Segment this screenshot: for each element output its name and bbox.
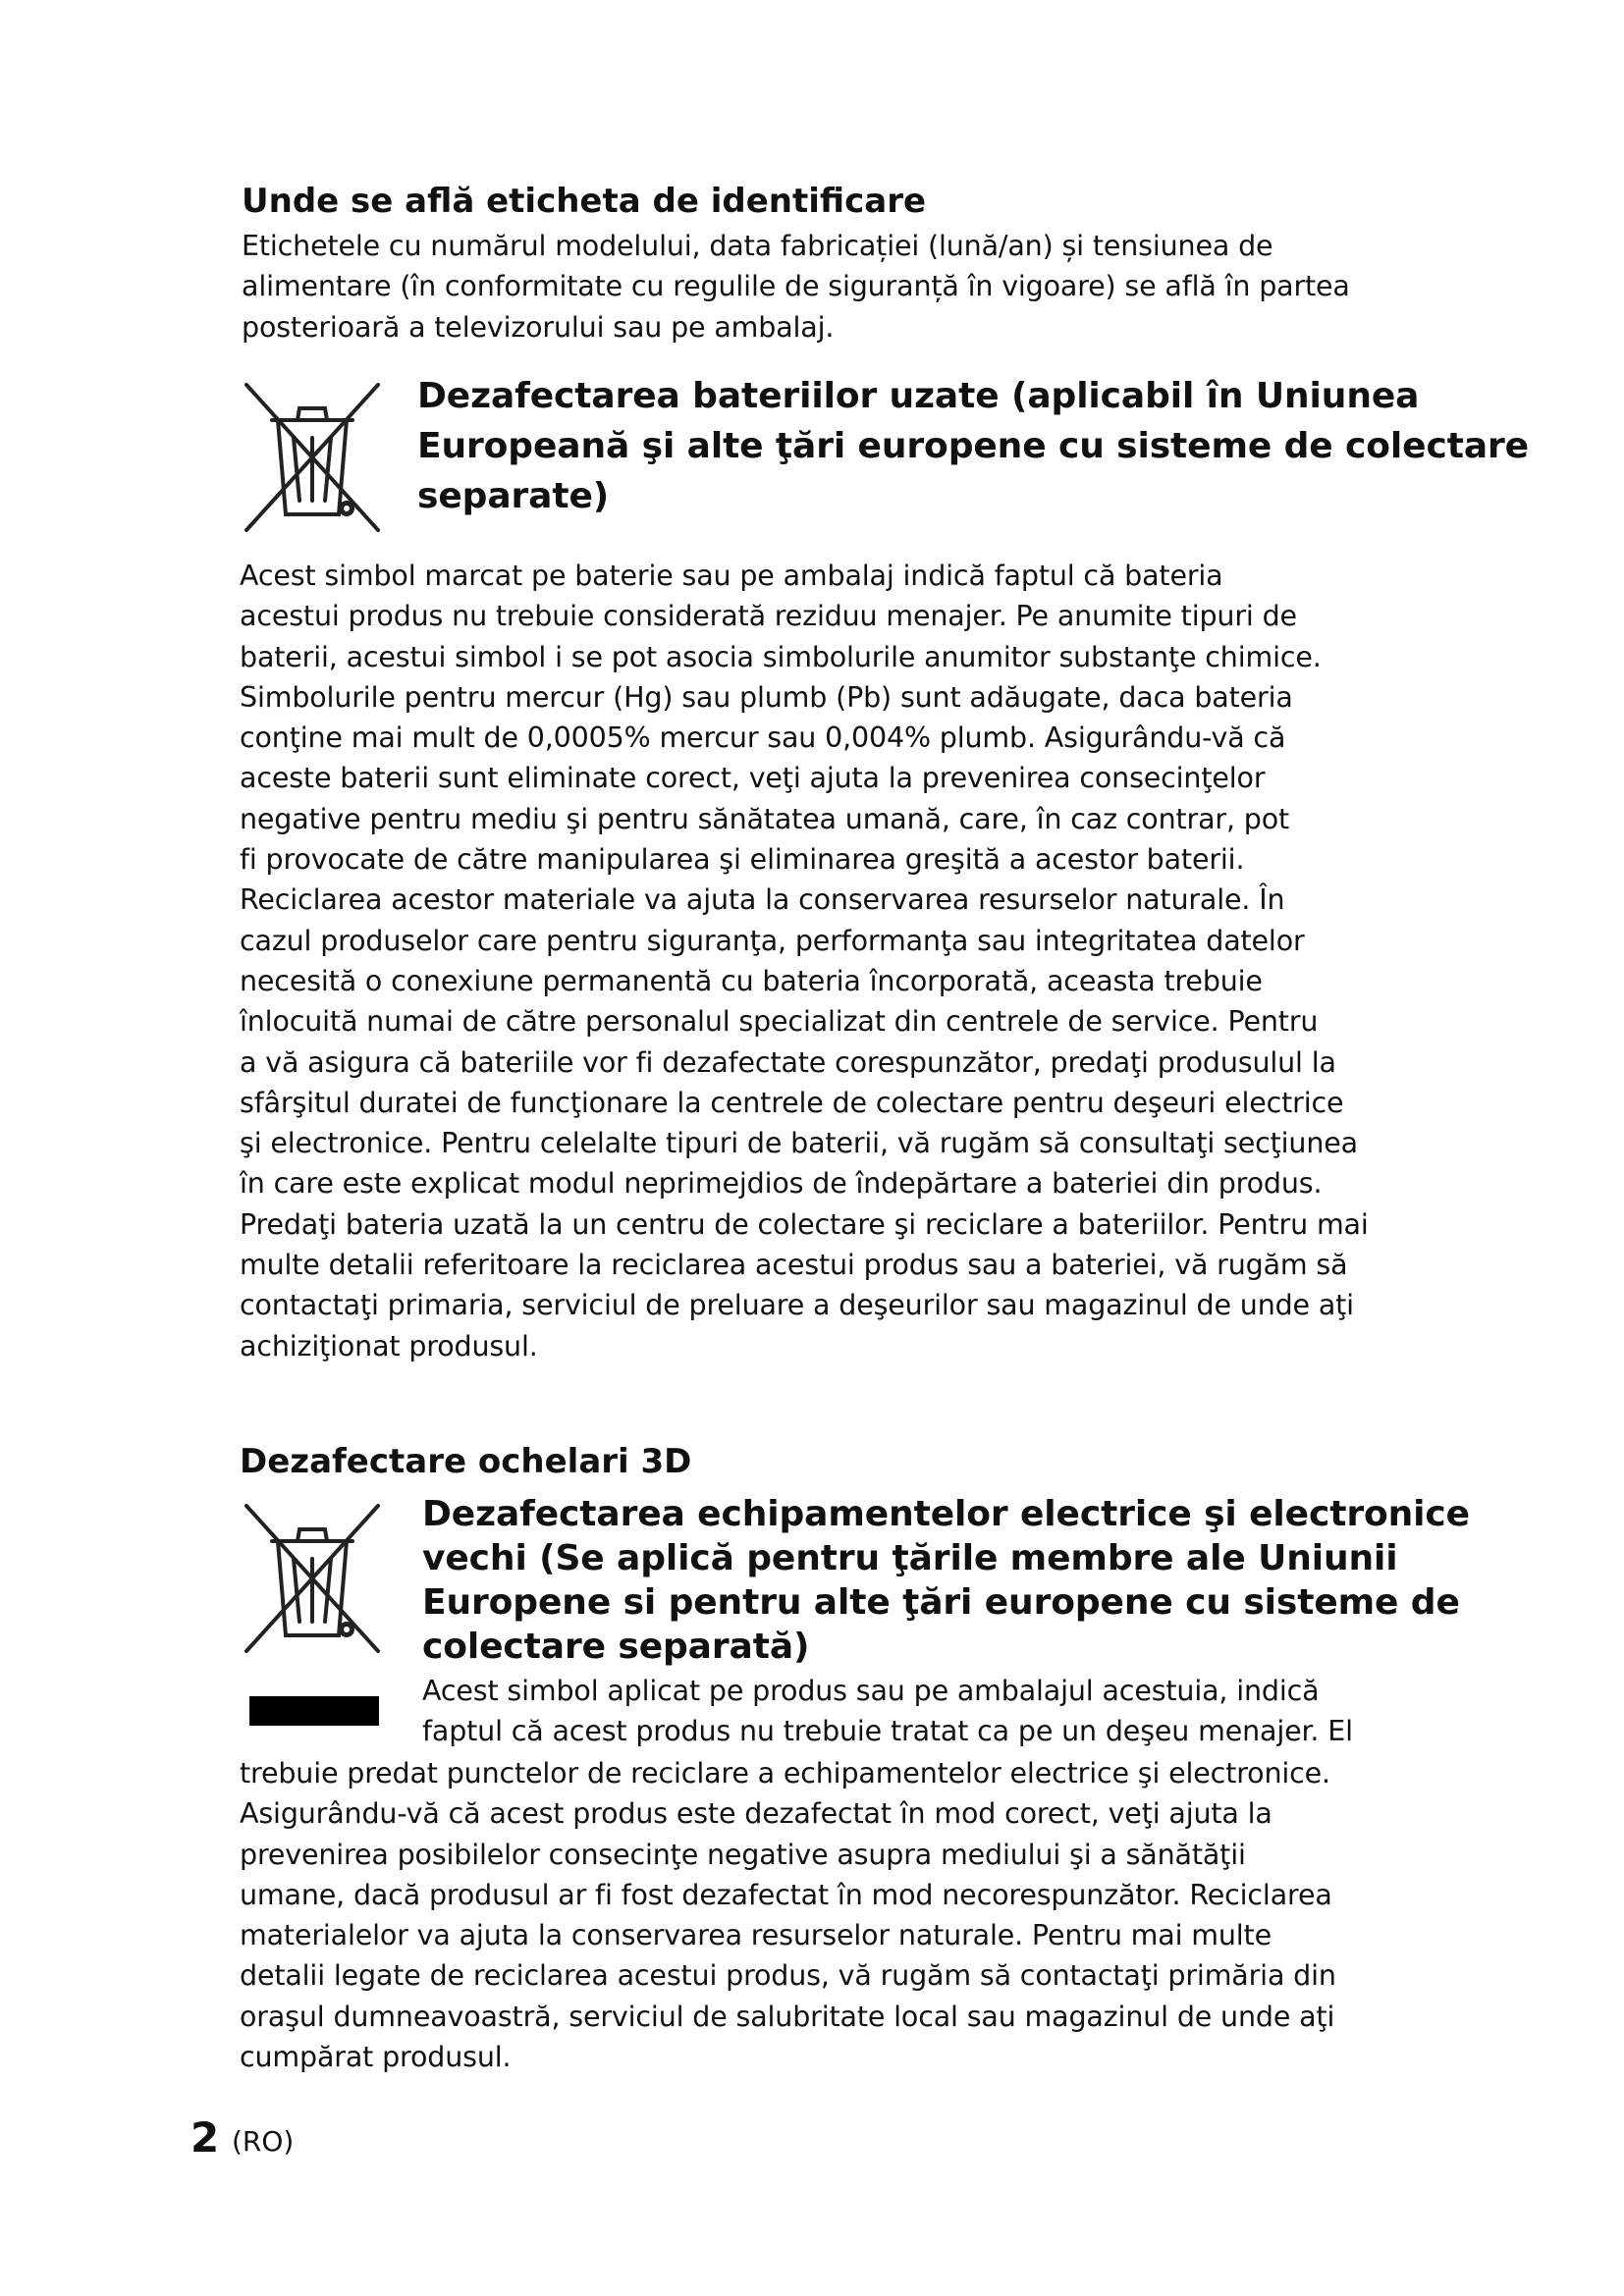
heading-line: Europeană şi alte ţări europene cu sisteme de colectare: [417, 426, 1529, 466]
text-line: trebuie predat punctelor de reciclare a echipamentelor electrice şi electronice.: [240, 1757, 1330, 1789]
crossed-out-bin-icon: [239, 379, 386, 536]
text-line: alimentare (în conformitate cu regulile de siguranță în vigoare) se află în partea: [242, 270, 1350, 303]
heading-line: Europene si pentru alte ţări europene cu sisteme de: [422, 1582, 1460, 1623]
battery-disposal-body: [240, 556, 1369, 1366]
section-title-identification-label: Unde se află eticheta de identificare: [242, 182, 927, 221]
heading-line: Dezafectarea bateriilor uzate (aplicabil în Uniunea: [417, 376, 1420, 416]
text-line: cazul produselor care pentru siguranţa, performanţa sau integritatea datelor: [240, 924, 1305, 957]
text-line: oraşul dumneavoastră, serviciul de salubritate local sau magazinul de unde aţi: [240, 2000, 1335, 2033]
text-line: faptul că acest produs nu trebuie tratat ca pe un deşeu menajer. El: [422, 1715, 1353, 1748]
heading-line: separate): [417, 476, 610, 516]
text-line: sfârşitul duratei de funcţionare la centrele de colectare pentru deşeuri electrice: [240, 1086, 1344, 1119]
heading-line: Dezafectarea echipamentelor electrice şi electronice: [422, 1494, 1470, 1534]
heading-line: colectare separată): [422, 1627, 810, 1667]
weee-disposal-heading: [422, 1492, 1470, 1669]
text-line: cumpărat produsul.: [240, 2041, 512, 2074]
text-line: înlocuită numai de către personalul specializat din centrele de service. Pentru: [240, 1005, 1319, 1039]
text-line: achiziţionat produsul.: [240, 1329, 538, 1362]
text-line: prevenirea posibilelor consecinţe negative asupra mediului şi a sănătăţii: [240, 1838, 1246, 1871]
text-line: acestui produs nu trebuie considerată reziduu menajer. Pe anumite tipuri de: [240, 600, 1297, 633]
text-line: posterioară a televizorului sau pe ambalaj.: [242, 310, 835, 344]
text-line: Acest simbol marcat pe baterie sau pe ambalaj indică faptul că bateria: [240, 560, 1223, 592]
weee-disposal-body: [240, 1753, 1336, 2077]
section-identification-body: [242, 226, 1350, 347]
text-line: şi electronice. Pentru celelalte tipuri de baterii, vă rugăm să consultaţi secţiunea: [240, 1127, 1358, 1160]
page-language-code: (RO): [232, 2125, 295, 2158]
text-line: fi provocate de către manipularea şi eliminarea greşită a acestor baterii.: [240, 843, 1245, 877]
weee-black-bar: [249, 1696, 379, 1726]
text-line: materialelor va ajuta la conservarea resurselor naturale. Pentru mai multe: [240, 1919, 1272, 1952]
crossed-out-bin-icon: [239, 1500, 386, 1657]
text-line: conţine mai mult de 0,0005% mercur sau 0,004% plumb. Asigurându-vă că: [240, 721, 1286, 755]
heading-line: vechi (Se aplică pentru ţările membre ale Uniunii: [422, 1538, 1398, 1578]
section-title-3d-glasses: Dezafectare ochelari 3D: [240, 1442, 692, 1481]
text-line: necesită o conexiune permanentă cu bateria încorporată, aceasta trebuie: [240, 964, 1263, 997]
text-line: Asigurându-vă că acest produs este dezafectat în mod corect, veţi ajuta la: [240, 1797, 1272, 1831]
page-number: 2: [190, 2113, 220, 2162]
text-line: baterii, acestui simbol i se pot asocia simbolurile anumitor substanţe chimice.: [240, 640, 1322, 673]
text-line: Simbolurile pentru mercur (Hg) sau plumb (Pb) sunt adăugate, daca bateria: [240, 680, 1293, 714]
text-line: în care este explicat modul neprimejdios de îndepărtare a bateriei din produs.: [240, 1167, 1323, 1201]
text-line: a vă asigura că bateriile vor fi dezafectate corespunzător, predaţi produsulul la: [240, 1045, 1336, 1079]
text-line: multe detalii referitoare la reciclarea acestui produs sau a bateriei, vă rugăm să: [240, 1249, 1348, 1282]
text-line: Etichetele cu numărul modelului, data fabricației (lună/an) și tensiunea de: [242, 230, 1273, 262]
text-line: umane, dacă produsul ar fi fost dezafectat în mod necorespunzător. Reciclarea: [240, 1878, 1332, 1911]
text-line: Acest simbol aplicat pe produs sau pe ambalajul acestuia, indică: [422, 1675, 1320, 1707]
weee-disposal-body-indented: [422, 1671, 1353, 1752]
text-line: Reciclarea acestor materiale va ajuta la conservarea resurselor naturale. În: [240, 883, 1285, 917]
text-line: detalii legate de reciclarea acestui produs, vă rugăm să contactaţi primăria din: [240, 1959, 1336, 1993]
text-line: aceste baterii sunt eliminate corect, veţi ajuta la prevenirea consecinţelor: [240, 762, 1266, 795]
text-line: contactaţi primaria, serviciul de preluare a deşeurilor sau magazinul de unde aţi: [240, 1289, 1354, 1322]
text-line: negative pentru mediu şi pentru sănătatea umană, care, în caz contrar, pot: [240, 802, 1290, 835]
battery-disposal-heading: [417, 371, 1529, 521]
text-line: Predaţi bateria uzată la un centru de colectare şi reciclare a bateriilor. Pentru mai: [240, 1207, 1369, 1241]
